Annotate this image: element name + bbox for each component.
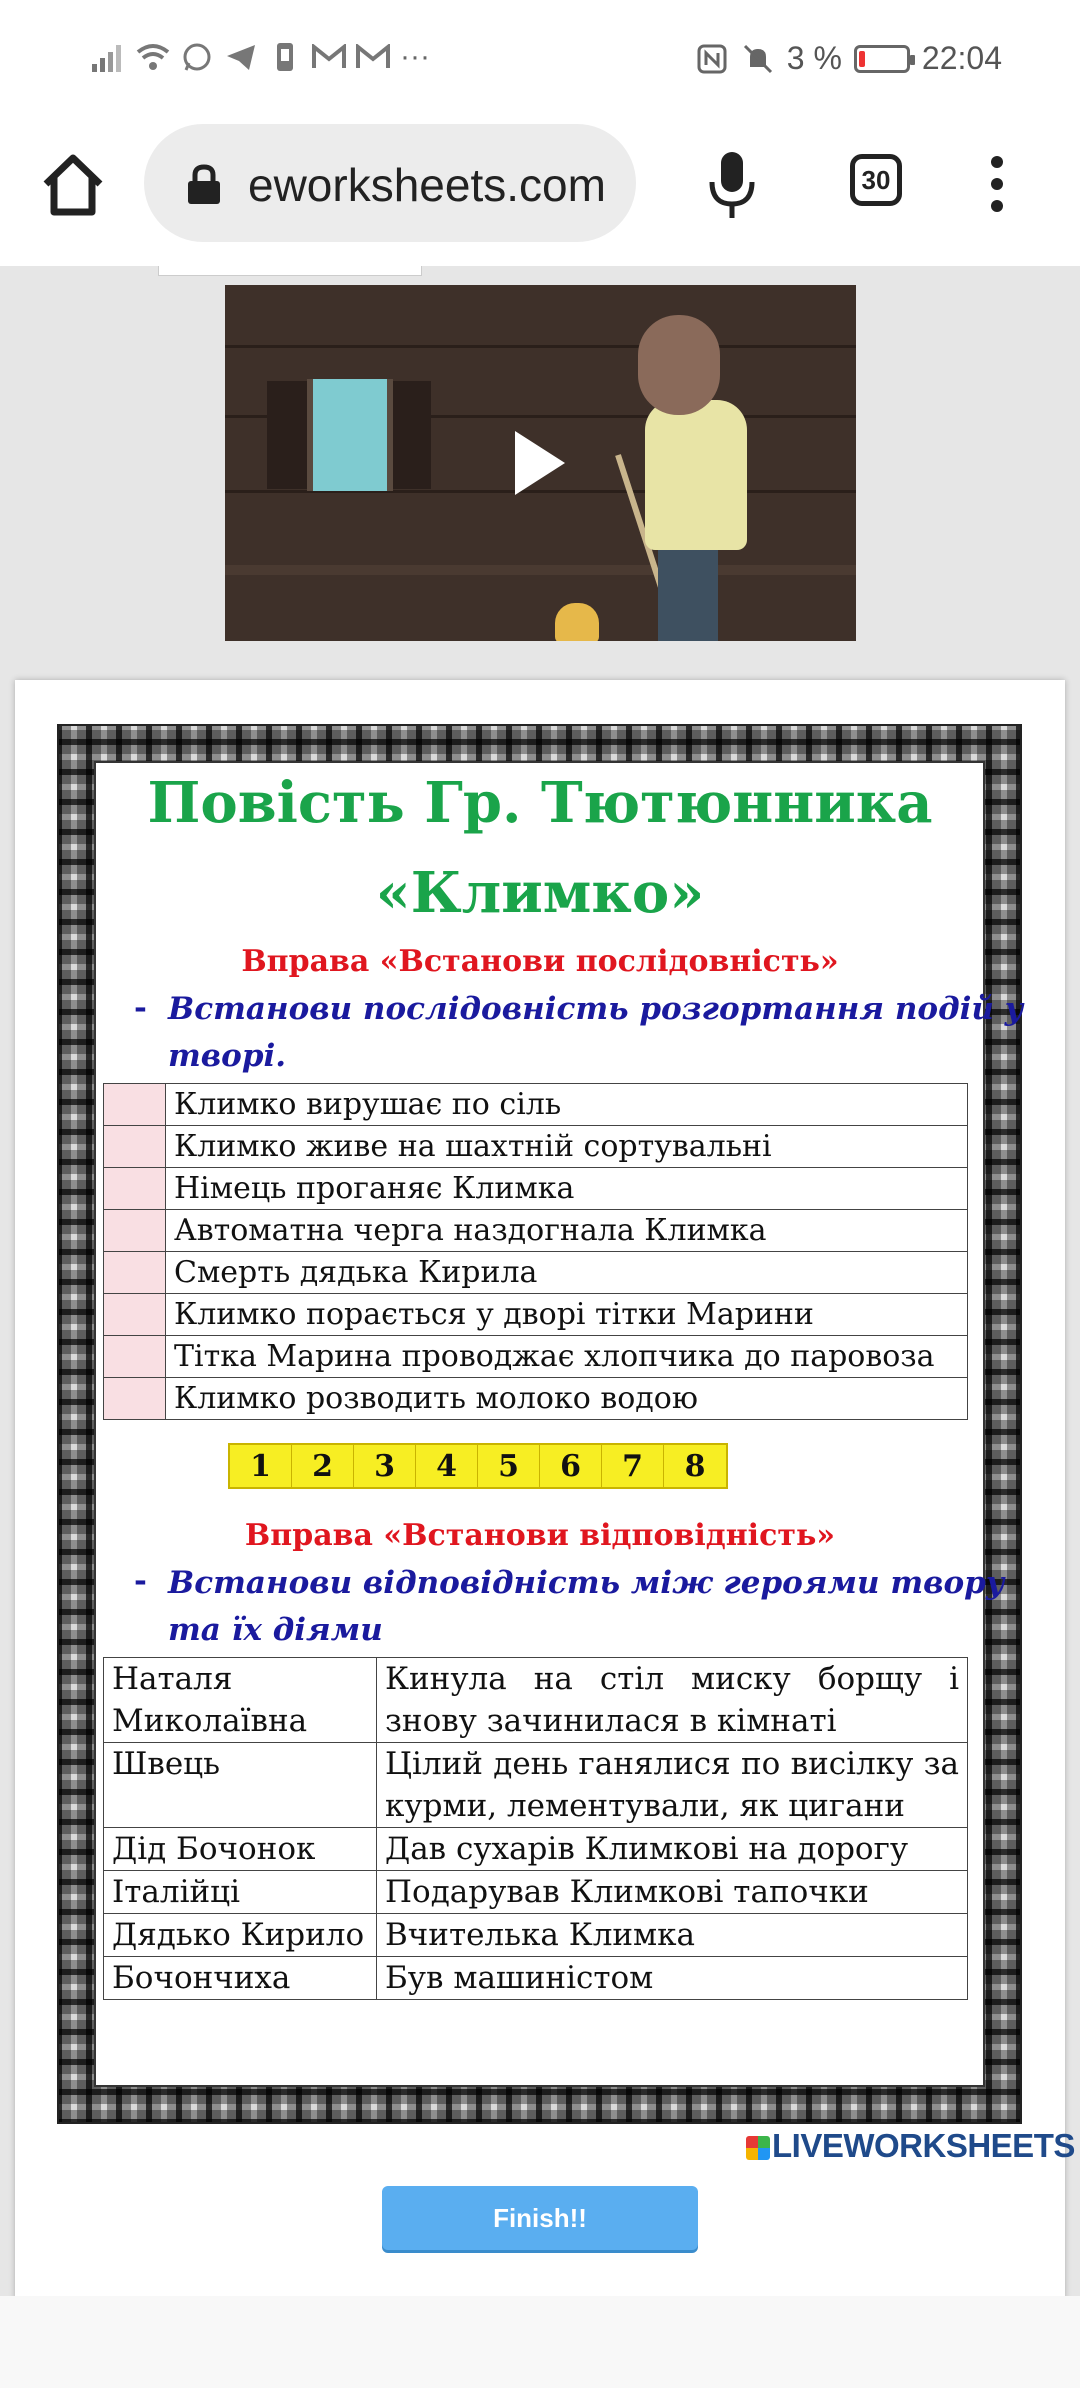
exercise1-title: Вправа «Встанови послідовність»: [241, 944, 839, 979]
status-icons-left: [92, 40, 430, 74]
sequence-event: Тітка Марина проводжає хлопчика до паровоза: [166, 1336, 968, 1378]
voice-search-button[interactable]: [704, 150, 760, 220]
clock: 22:04: [921, 40, 1002, 76]
number-tile[interactable]: 1: [230, 1445, 292, 1487]
telegram-icon: [224, 40, 258, 74]
table-row: [104, 1914, 968, 1957]
battery-icon: [854, 45, 910, 73]
action-cell[interactable]: Подарував Климкові тапочки: [377, 1871, 968, 1914]
liveworksheets-logo[interactable]: [746, 2127, 1075, 2165]
sequence-answer-cell[interactable]: [104, 1168, 166, 1210]
table-row: [104, 1957, 968, 2000]
number-tile[interactable]: 8: [684, 1448, 706, 1484]
sequence-event: Автоматна черга наздогнала Климка: [166, 1210, 968, 1252]
wifi-icon: [136, 40, 170, 74]
sequence-table: [103, 1083, 968, 1420]
gmail-icon: [312, 40, 346, 74]
lock-icon: [184, 164, 224, 204]
table-row: [104, 1084, 968, 1126]
whatsapp-icon: [180, 40, 214, 74]
table-row: [104, 1828, 968, 1871]
browser-toolbar: [0, 110, 1080, 266]
hero-cell[interactable]: Італійці: [104, 1871, 377, 1914]
video-player[interactable]: [225, 285, 856, 641]
exercise2-title: Вправа «Встанови відповідність»: [244, 1518, 836, 1553]
exercise2-dash: -: [134, 1563, 147, 1599]
action-cell[interactable]: Кинула на стіл миску борщу і знову зачинилася в кімнаті: [377, 1658, 968, 1743]
home-button[interactable]: [38, 150, 108, 220]
sequence-answer-cell[interactable]: [104, 1126, 166, 1168]
video-floor: [225, 565, 856, 575]
number-tiles: [228, 1443, 728, 1489]
worksheet-title-line1: Повість Гр. Тютюнника: [147, 770, 933, 836]
sequence-answer-cell[interactable]: [104, 1378, 166, 1420]
kebab-menu-icon: [982, 154, 1012, 214]
hero-cell[interactable]: Швець: [104, 1743, 377, 1828]
table-row: [104, 1252, 968, 1294]
exercise2-instruction-line2: та їх діями: [168, 1612, 383, 1648]
play-icon[interactable]: [515, 431, 565, 495]
page-bottom: [0, 2296, 1080, 2388]
exercise1-instruction-line1: Встанови послідовність розгортання подій у: [168, 991, 1024, 1027]
table-row: [104, 1210, 968, 1252]
worksheet-title-line2: «Климко»: [375, 860, 705, 926]
exercise1-instruction-line2: творі.: [168, 1038, 287, 1074]
hero-cell[interactable]: Дядько Кирило: [104, 1914, 377, 1957]
signal-icon: [92, 40, 126, 74]
finish-button[interactable]: Finish!!: [382, 2186, 698, 2250]
sequence-event: Німець проганяє Климка: [166, 1168, 968, 1210]
home-icon: [38, 150, 108, 220]
table-row: [104, 1336, 968, 1378]
sequence-event: Климко порається у дворі тітки Марини: [166, 1294, 968, 1336]
sequence-event: Климко розводить молоко водою: [166, 1378, 968, 1420]
action-cell[interactable]: Вчителька Климка: [377, 1914, 968, 1957]
sequence-event: Климко живе на шахтній сортувальні: [166, 1126, 968, 1168]
sequence-answer-cell[interactable]: [104, 1084, 166, 1126]
action-cell[interactable]: Дав сухарів Климкові на дорогу: [377, 1828, 968, 1871]
nfc-icon: [695, 42, 729, 76]
number-tile[interactable]: 3: [354, 1445, 416, 1487]
microphone-icon: [704, 150, 760, 220]
number-tile[interactable]: 4: [416, 1445, 478, 1487]
mute-icon: [741, 42, 775, 76]
sequence-answer-cell[interactable]: [104, 1252, 166, 1294]
exercise1-dash: -: [134, 990, 147, 1026]
sequence-event: Смерть дядька Кирила: [166, 1252, 968, 1294]
table-row: [104, 1294, 968, 1336]
number-tile[interactable]: 2: [292, 1445, 354, 1487]
sequence-answer-cell[interactable]: [104, 1294, 166, 1336]
table-row: [104, 1378, 968, 1420]
tab-switcher-button[interactable]: 30: [850, 154, 902, 206]
table-row: [104, 1871, 968, 1914]
hero-cell[interactable]: Наталя Миколаївна: [104, 1658, 377, 1743]
url-bar[interactable]: [144, 124, 636, 242]
video-character-body: [645, 400, 747, 550]
liveworksheets-logo-icon: [746, 2136, 770, 2160]
status-icons-right: [695, 40, 1002, 77]
hero-cell[interactable]: Дід Бочонок: [104, 1828, 377, 1871]
table-row: [104, 1743, 968, 1828]
url-text: eworksheets.com: [248, 159, 606, 211]
table-row: [104, 1168, 968, 1210]
video-character-legs: [658, 540, 718, 641]
more-notifications-icon: ···: [400, 40, 430, 73]
sequence-answer-cell[interactable]: [104, 1210, 166, 1252]
action-cell[interactable]: Був машиністом: [377, 1957, 968, 2000]
partial-element: [158, 266, 422, 276]
number-tile[interactable]: 7: [602, 1445, 664, 1487]
overflow-menu-button[interactable]: [982, 154, 1012, 214]
video-broom-head: [555, 603, 599, 641]
sim-icon: [268, 40, 302, 74]
matching-table: [103, 1657, 968, 2000]
battery-percent: 3 %: [786, 40, 842, 76]
status-bar: [0, 0, 1080, 110]
video-window-glass: [307, 379, 393, 491]
number-tile[interactable]: 5: [478, 1445, 540, 1487]
action-cell[interactable]: Цілий день ганялися по висілку за курми, лементували, як цигани: [377, 1743, 968, 1828]
table-row: [104, 1126, 968, 1168]
gmail-icon: [356, 40, 390, 74]
liveworksheets-logo-text: LIVEWORKSHEETS: [772, 2127, 1075, 2164]
sequence-answer-cell[interactable]: [104, 1336, 166, 1378]
exercise2-instruction-line1: Встанови відповідність між героями твору: [168, 1565, 1005, 1601]
number-tile[interactable]: 6: [540, 1445, 602, 1487]
wall-plank: [225, 345, 856, 348]
hero-cell[interactable]: Бочончиха: [104, 1957, 377, 2000]
table-row: [104, 1658, 968, 1743]
sequence-event: Климко вирушає по сіль: [166, 1084, 968, 1126]
video-character-head: [638, 315, 720, 415]
